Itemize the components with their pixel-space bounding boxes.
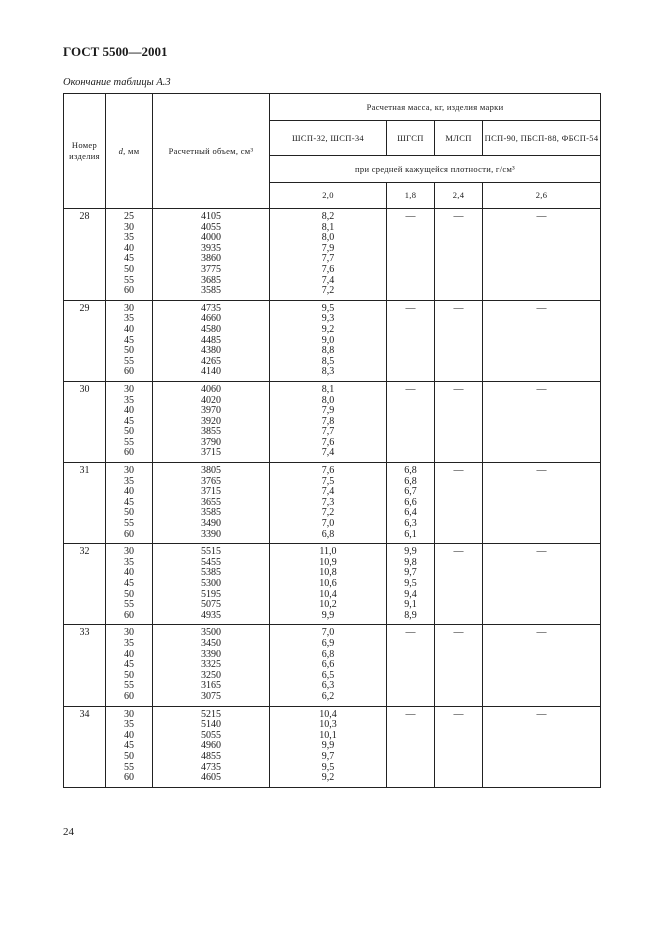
mass-2-6-values (483, 209, 601, 301)
cell-value: 4605 (201, 772, 221, 784)
mass-2-0-values (270, 544, 387, 625)
cell-value: 30 (124, 627, 134, 639)
document-title: ГОСТ 5500—2001 (63, 44, 168, 59)
cell-value: 4055 (201, 221, 221, 233)
cell-value: 35 (124, 475, 134, 487)
cell-value: 50 (124, 426, 134, 438)
table-row (64, 209, 601, 301)
table-caption: Окончание таблицы А.3 (63, 77, 171, 88)
cell-value: 50 (124, 345, 134, 357)
cell-value: 45 (124, 415, 134, 427)
volume-values (153, 300, 270, 381)
cell-value: 6,6 (321, 659, 335, 671)
header-density-2-4: 2,4 (435, 183, 483, 209)
cell-value: 35 (124, 232, 134, 244)
dash-value: — (453, 302, 464, 314)
dash-value: — (536, 465, 547, 477)
header-density-1-8: 1,8 (387, 183, 435, 209)
cell-value: 60 (124, 366, 134, 378)
cell-value: 6,2 (321, 690, 335, 702)
cell-value: 30 (124, 302, 134, 314)
cell-value: 7,9 (321, 242, 335, 254)
cell-value: 9,7 (321, 750, 335, 762)
header-brand-psp: ПСП-90, ПБСП-88, ФБСП-54 (483, 121, 601, 156)
table-row (64, 300, 601, 381)
cell-value: 60 (124, 772, 134, 784)
cell-value: 7,5 (321, 475, 335, 487)
dash-value: — (453, 465, 464, 477)
mass-2-0-values (270, 300, 387, 381)
cell-value: 60 (124, 690, 134, 702)
cell-value: 4580 (201, 323, 221, 335)
cell-value: 55 (124, 355, 134, 367)
cell-value: 8,0 (321, 394, 335, 406)
cell-value: 25 (124, 211, 134, 222)
cell-value: 3765 (201, 475, 221, 487)
d-values (106, 209, 153, 301)
cell-value: 11,0 (319, 546, 337, 558)
mass-2-0-values (270, 209, 387, 301)
cell-value: 3655 (201, 496, 221, 508)
cell-value: 3860 (201, 253, 221, 265)
cell-value: 7,6 (321, 263, 335, 275)
item-number-cell: 30 (64, 381, 106, 462)
table-row (64, 625, 601, 706)
mass-2-6-values (483, 381, 601, 462)
cell-value: 5215 (201, 708, 221, 720)
cell-value: 7,0 (321, 627, 335, 639)
cell-value: 9,9 (321, 609, 335, 621)
cell-value: 55 (124, 680, 134, 692)
header-d-mm: d, мм (106, 94, 153, 209)
volume-values (153, 544, 270, 625)
mass-2-0-values (270, 625, 387, 706)
cell-value: 9,2 (321, 323, 335, 335)
cell-value: 6,9 (321, 637, 335, 649)
cell-value: 60 (124, 285, 134, 297)
mass-1-8-values (387, 381, 435, 462)
mass-1-8-values (387, 625, 435, 706)
cell-value: 10,6 (319, 578, 337, 589)
cell-value: 40 (124, 242, 134, 254)
cell-value: 9,4 (404, 588, 417, 600)
cell-value: 8,1 (321, 221, 335, 233)
cell-value: 7,2 (321, 507, 335, 519)
cell-value: 30 (124, 546, 134, 558)
header-brand-shgsp: ШГСП (387, 121, 435, 156)
volume-values (153, 625, 270, 706)
table-body (64, 209, 601, 788)
cell-value: 35 (124, 556, 134, 568)
cell-value: 7,6 (321, 465, 335, 477)
cell-value: 6,5 (321, 669, 335, 681)
cell-value: 35 (124, 313, 134, 325)
cell-value: 3715 (201, 486, 221, 498)
cell-value: 8,5 (321, 355, 335, 367)
d-values (106, 625, 153, 706)
cell-value: 55 (124, 599, 134, 611)
cell-value: 50 (124, 750, 134, 762)
mass-2-6-values (483, 544, 601, 625)
item-number-cell: 31 (64, 463, 106, 544)
cell-value: 4060 (201, 383, 221, 395)
d-values (106, 300, 153, 381)
mass-2-0-values (270, 463, 387, 544)
mass-2-4-values (435, 625, 483, 706)
header-volume: Расчетный объем, см³ (153, 94, 270, 209)
cell-value: 9,5 (321, 761, 335, 773)
dash-value: — (453, 546, 464, 558)
cell-value: 7,4 (321, 274, 335, 286)
header-density-caption: при средней кажущейся плотности, г/см³ (270, 156, 601, 183)
mass-1-8-values (387, 544, 435, 625)
cell-value: 6,8 (404, 475, 417, 487)
cell-value: 3920 (201, 415, 221, 427)
cell-value: 3450 (201, 637, 221, 649)
cell-value: 6,3 (321, 680, 335, 692)
volume-values (153, 209, 270, 301)
cell-value: 6,4 (404, 507, 417, 519)
mass-1-8-values (387, 209, 435, 301)
cell-value: 6,8 (404, 465, 417, 477)
page-number: 24 (63, 826, 74, 838)
cell-value: 4485 (201, 334, 221, 346)
header-density-2-0: 2,0 (270, 183, 387, 209)
cell-value: 10,4 (319, 588, 337, 600)
mass-2-0-values (270, 381, 387, 462)
dash-value: — (453, 708, 464, 720)
cell-value: 8,2 (321, 211, 335, 222)
cell-value: 3685 (201, 274, 221, 286)
mass-2-4-values (435, 544, 483, 625)
dash-value: — (405, 708, 416, 720)
header-item-number: Номер изделия (64, 94, 106, 209)
cell-value: 4020 (201, 394, 221, 406)
cell-value: 3075 (201, 690, 221, 702)
cell-value: 45 (124, 578, 134, 589)
cell-value: 3775 (201, 263, 221, 275)
cell-value: 45 (124, 334, 134, 346)
cell-value: 55 (124, 436, 134, 448)
cell-value: 4735 (201, 302, 221, 314)
cell-value: 4000 (201, 232, 221, 244)
cell-value: 4960 (201, 740, 221, 752)
dash-value: — (536, 383, 547, 395)
cell-value: 30 (124, 465, 134, 477)
d-values (106, 544, 153, 625)
table-row (64, 463, 601, 544)
dash-value: — (453, 211, 464, 222)
dash-value: — (536, 211, 547, 222)
cell-value: 45 (124, 740, 134, 752)
dash-value: — (536, 627, 547, 639)
cell-value: 8,9 (404, 609, 417, 621)
cell-value: 45 (124, 496, 134, 508)
cell-value: 7,9 (321, 405, 335, 417)
cell-value: 30 (124, 221, 134, 233)
item-number-cell: 28 (64, 209, 106, 301)
cell-value: 3490 (201, 518, 221, 530)
data-table (63, 93, 601, 788)
cell-value: 3970 (201, 405, 221, 417)
dash-value: — (536, 546, 547, 558)
mass-2-0-values (270, 706, 387, 787)
item-number-cell: 29 (64, 300, 106, 381)
cell-value: 8,8 (321, 345, 335, 357)
cell-value: 40 (124, 323, 134, 335)
cell-value: 3790 (201, 436, 221, 448)
mass-1-8-values (387, 463, 435, 544)
cell-value: 3250 (201, 669, 221, 681)
cell-value: 35 (124, 394, 134, 406)
dash-value: — (536, 708, 547, 720)
dash-value: — (405, 302, 416, 314)
cell-value: 9,0 (321, 334, 335, 346)
cell-value: 9,3 (321, 313, 335, 325)
cell-value: 3390 (201, 648, 221, 660)
cell-value: 9,9 (404, 546, 417, 558)
cell-value: 45 (124, 659, 134, 671)
cell-value: 5385 (201, 567, 221, 579)
cell-value: 9,2 (321, 772, 335, 784)
cell-value: 10,8 (319, 567, 337, 579)
cell-value: 8,3 (321, 366, 335, 378)
cell-value: 3805 (201, 465, 221, 477)
table-row (64, 381, 601, 462)
mass-2-4-values (435, 381, 483, 462)
mass-2-6-values (483, 625, 601, 706)
header-brand-mlsp: МЛСП (435, 121, 483, 156)
item-number-cell: 34 (64, 706, 106, 787)
cell-value: 7,7 (321, 426, 335, 438)
cell-value: 7,4 (321, 486, 335, 498)
cell-value: 6,1 (404, 528, 417, 540)
mass-2-4-values (435, 463, 483, 544)
item-number-cell: 32 (64, 544, 106, 625)
d-values (106, 463, 153, 544)
dash-value: — (536, 302, 547, 314)
cell-value: 10,3 (319, 719, 337, 731)
d-values (106, 381, 153, 462)
cell-value: 4265 (201, 355, 221, 367)
table-row (64, 544, 601, 625)
cell-value: 7,7 (321, 253, 335, 265)
dash-value: — (453, 627, 464, 639)
cell-value: 50 (124, 263, 134, 275)
cell-value: 5515 (201, 546, 221, 558)
cell-value: 40 (124, 486, 134, 498)
cell-value: 45 (124, 253, 134, 265)
cell-value: 50 (124, 588, 134, 600)
cell-value: 5300 (201, 578, 221, 589)
cell-value: 3715 (201, 447, 221, 459)
mass-2-4-values (435, 706, 483, 787)
cell-value: 40 (124, 405, 134, 417)
cell-value: 30 (124, 708, 134, 720)
cell-value: 7,3 (321, 496, 335, 508)
cell-value: 3585 (201, 285, 221, 297)
cell-value: 55 (124, 518, 134, 530)
cell-value: 6,7 (404, 486, 417, 498)
cell-value: 6,6 (404, 496, 417, 508)
cell-value: 40 (124, 648, 134, 660)
volume-values (153, 381, 270, 462)
header-mass-group: Расчетная масса, кг, изделия марки (270, 94, 601, 121)
cell-value: 35 (124, 637, 134, 649)
cell-value: 10,4 (319, 708, 337, 720)
cell-value: 8,0 (321, 232, 335, 244)
mass-2-4-values (435, 300, 483, 381)
cell-value: 4140 (201, 366, 221, 378)
mass-1-8-values (387, 706, 435, 787)
cell-value: 30 (124, 383, 134, 395)
cell-value: 50 (124, 669, 134, 681)
cell-value: 10,9 (319, 556, 337, 568)
header-density-2-6: 2,6 (483, 183, 601, 209)
cell-value: 7,6 (321, 436, 335, 448)
cell-value: 3390 (201, 528, 221, 540)
dash-value: — (453, 383, 464, 395)
mass-1-8-values (387, 300, 435, 381)
cell-value: 3935 (201, 242, 221, 254)
mass-2-6-values (483, 300, 601, 381)
cell-value: 4105 (201, 211, 221, 222)
cell-value: 7,8 (321, 415, 335, 427)
cell-value: 5075 (201, 599, 221, 611)
volume-values (153, 706, 270, 787)
cell-value: 9,8 (404, 556, 417, 568)
header-brand-shsp: ШСП-32, ШСП-34 (270, 121, 387, 156)
cell-value: 7,4 (321, 447, 335, 459)
cell-value: 3165 (201, 680, 221, 692)
cell-value: 9,1 (404, 599, 417, 611)
cell-value: 60 (124, 447, 134, 459)
cell-value: 40 (124, 567, 134, 579)
cell-value: 5455 (201, 556, 221, 568)
cell-value: 55 (124, 761, 134, 773)
cell-value: 60 (124, 609, 134, 621)
cell-value: 55 (124, 274, 134, 286)
cell-value: 60 (124, 528, 134, 540)
cell-value: 8,1 (321, 383, 335, 395)
mass-2-4-values (435, 209, 483, 301)
cell-value: 10,2 (319, 599, 337, 611)
cell-value: 6,8 (321, 648, 335, 660)
cell-value: 4935 (201, 609, 221, 621)
cell-value: 9,5 (321, 302, 335, 314)
cell-value: 10,1 (319, 729, 337, 741)
cell-value: 3325 (201, 659, 221, 671)
cell-value: 40 (124, 729, 134, 741)
cell-value: 5195 (201, 588, 221, 600)
volume-values (153, 463, 270, 544)
cell-value: 6,8 (321, 528, 335, 540)
cell-value: 4735 (201, 761, 221, 773)
cell-value: 6,3 (404, 518, 417, 530)
table-row (64, 706, 601, 787)
d-values (106, 706, 153, 787)
mass-2-6-values (483, 463, 601, 544)
cell-value: 3500 (201, 627, 221, 639)
item-number-cell: 33 (64, 625, 106, 706)
cell-value: 9,9 (321, 740, 335, 752)
cell-value: 7,2 (321, 285, 335, 297)
cell-value: 50 (124, 507, 134, 519)
cell-value: 3585 (201, 507, 221, 519)
cell-value: 35 (124, 719, 134, 731)
cell-value: 4855 (201, 750, 221, 762)
cell-value: 5055 (201, 729, 221, 741)
dash-value: — (405, 383, 416, 395)
cell-value: 4660 (201, 313, 221, 325)
cell-value: 5140 (201, 719, 221, 731)
cell-value: 7,0 (321, 518, 335, 530)
cell-value: 9,5 (404, 578, 417, 589)
dash-value: — (405, 627, 416, 639)
table-header (64, 94, 601, 209)
cell-value: 9,7 (404, 567, 417, 579)
mass-2-6-values (483, 706, 601, 787)
dash-value: — (405, 211, 416, 222)
cell-value: 4380 (201, 345, 221, 357)
cell-value: 3855 (201, 426, 221, 438)
